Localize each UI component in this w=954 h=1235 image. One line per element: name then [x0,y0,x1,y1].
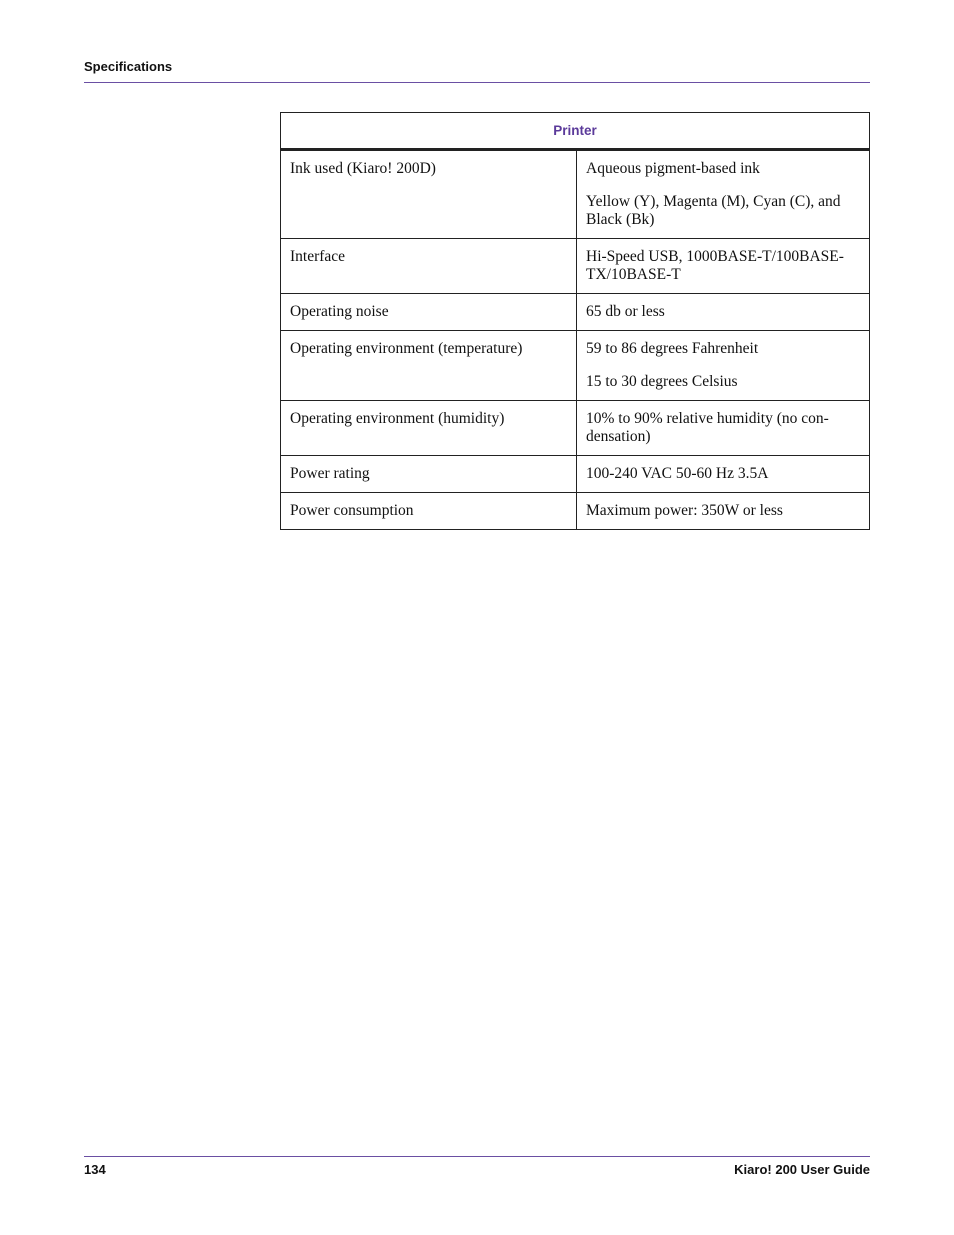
guide-title: Kiaro! 200 User Guide [734,1162,870,1177]
table-row [281,493,870,530]
table-row [281,456,870,493]
value-line: Maximum power: 350W or less [586,502,783,519]
value-line: 59 to 86 degrees Fahrenheit [586,340,759,357]
table-title: Printer [281,113,870,150]
running-head: Specifications [84,59,173,74]
value-line: 65 db or less [586,303,665,320]
value-line: Hi-Speed USB, 1000BASE-T/100BASE-TX/10BASE-T [586,248,844,283]
row-label: Ink used (Kiaro! 200D) [281,150,577,239]
table-row [281,150,870,239]
row-label: Interface [281,239,577,294]
table-row [281,331,870,401]
row-value [577,331,870,401]
row-value [577,294,870,331]
row-value [577,493,870,530]
page-number: 134 [84,1162,106,1177]
row-label: Power consumption [281,493,577,530]
row-label: Power rating [281,456,577,493]
footer-rule [84,1156,870,1157]
value-line: Yellow (Y), Magenta (M), Cyan (C), and Black (Bk) [586,193,841,228]
row-label: Operating environment (humidity) [281,401,577,456]
row-value [577,401,870,456]
header-rule [84,82,870,83]
row-value [577,239,870,294]
table-row [281,239,870,294]
table-row [281,401,870,456]
row-label: Operating environment (temperature) [281,331,577,401]
value-line: 15 to 30 degrees Celsius [586,373,738,390]
value-line: 100-240 VAC 50-60 Hz 3.5A [586,465,769,482]
value-line: 10% to 90% relative humidity (no con-densation) [586,410,829,445]
printer-spec-table [280,112,870,530]
row-value [577,456,870,493]
value-line: Aqueous pigment-based ink [586,160,760,177]
row-label: Operating noise [281,294,577,331]
table-header-row [281,113,870,150]
table-row [281,294,870,331]
row-value [577,150,870,239]
